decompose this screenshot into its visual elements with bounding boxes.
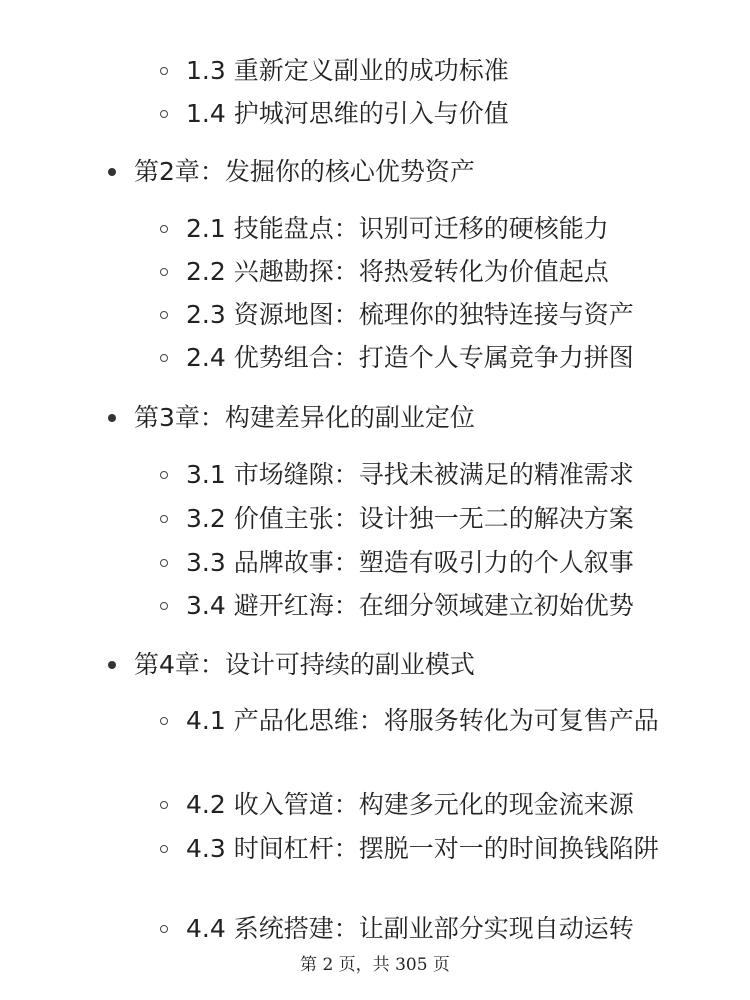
list-item-text: 4.3 时间杠杆：摆脱一对一的时间换钱陷阱 [186, 834, 659, 863]
list-item [160, 828, 680, 870]
list-item [160, 93, 680, 135]
chapter-title: 第3章：构建差异化的副业定位 [134, 403, 475, 432]
list-item [160, 208, 680, 250]
hollow-bullet-icon [160, 225, 168, 233]
list-item [160, 542, 680, 584]
list-item [160, 50, 680, 92]
filled-bullet-icon [108, 414, 116, 422]
hollow-bullet-icon [160, 268, 168, 276]
list-item-text: 3.1 市场缝隙：寻找未被满足的精准需求 [186, 460, 634, 489]
filled-bullet-icon [108, 661, 116, 669]
list-item [160, 251, 680, 293]
list-item-text: 1.3 重新定义副业的成功标准 [186, 56, 509, 85]
hollow-bullet-icon [160, 471, 168, 479]
list-item [160, 454, 680, 496]
filled-bullet-icon [108, 168, 116, 176]
list-item-text: 2.3 资源地图：梳理你的独特连接与资产 [186, 300, 634, 329]
hollow-bullet-icon [160, 515, 168, 523]
list-item [160, 498, 680, 540]
hollow-bullet-icon [160, 801, 168, 809]
chapter-item [108, 649, 475, 681]
chapter-title: 第4章：设计可持续的副业模式 [134, 650, 475, 679]
chapter-title: 第2章：发掘你的核心优势资产 [134, 157, 475, 186]
list-item-text: 2.2 兴趣勘探：将热爱转化为价值起点 [186, 257, 609, 286]
hollow-bullet-icon [160, 354, 168, 362]
list-item [160, 337, 680, 379]
list-item [160, 700, 680, 742]
chapter-item [108, 402, 475, 434]
hollow-bullet-icon [160, 559, 168, 567]
list-item-text: 2.1 技能盘点：识别可迁移的硬核能力 [186, 214, 609, 243]
list-item [160, 784, 680, 826]
hollow-bullet-icon [160, 717, 168, 725]
list-item-text: 3.4 避开红海：在细分领域建立初始优势 [186, 591, 634, 620]
list-item-text: 3.3 品牌故事：塑造有吸引力的个人叙事 [186, 548, 634, 577]
hollow-bullet-icon [160, 67, 168, 75]
hollow-bullet-icon [160, 845, 168, 853]
list-item-text: 1.4 护城河思维的引入与价值 [186, 99, 509, 128]
list-item [160, 585, 680, 627]
list-item [160, 908, 680, 950]
list-item-text: 4.1 产品化思维：将服务转化为可复售产品 [186, 706, 659, 735]
chapter-item [108, 156, 475, 188]
list-item-text: 3.2 价值主张：设计独一无二的解决方案 [186, 504, 634, 533]
list-item-text: 4.2 收入管道：构建多元化的现金流来源 [186, 790, 634, 819]
page-number: 第 2 页，共 305 页 [300, 955, 450, 975]
hollow-bullet-icon [160, 110, 168, 118]
hollow-bullet-icon [160, 602, 168, 610]
hollow-bullet-icon [160, 925, 168, 933]
list-item-text: 4.4 系统搭建：让副业部分实现自动运转 [186, 914, 634, 943]
hollow-bullet-icon [160, 311, 168, 319]
list-item-text: 2.4 优势组合：打造个人专属竞争力拼图 [186, 343, 634, 372]
list-item [160, 294, 680, 336]
